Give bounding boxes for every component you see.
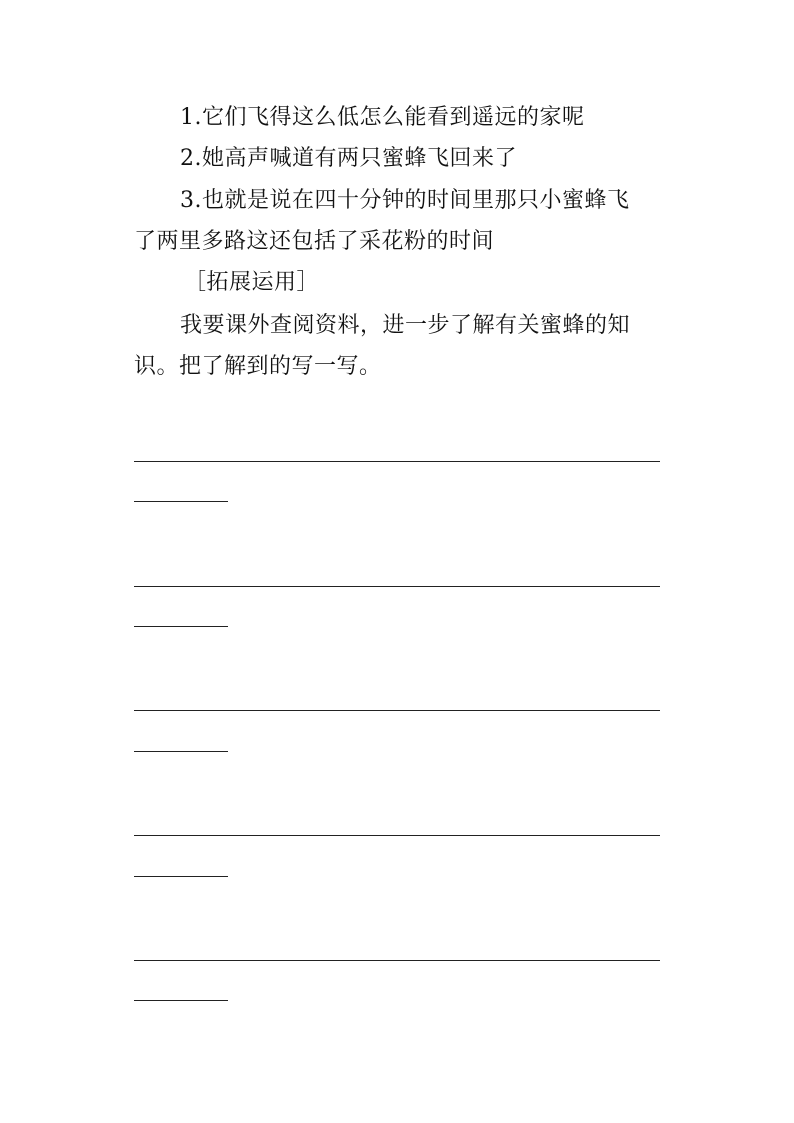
question-2: 2.她高声喊道有两只蜜蜂飞回来了 xyxy=(180,146,517,171)
question-1: 1.它们飞得这么低怎么能看到遥远的家呢 xyxy=(180,105,585,130)
question-3-line-2: 了两里多路这还包括了采花粉的时间 xyxy=(134,229,495,254)
answer-line-2-short[interactable] xyxy=(134,626,228,627)
answer-line-5-long[interactable] xyxy=(134,960,660,961)
answer-line-1-long[interactable] xyxy=(134,461,660,462)
answer-line-1-short[interactable] xyxy=(134,501,228,502)
answer-line-3-short[interactable] xyxy=(134,751,228,752)
answer-line-3-long[interactable] xyxy=(134,710,660,711)
question-3-line-1: 3.也就是说在四十分钟的时间里那只小蜜蜂飞 xyxy=(180,188,630,213)
answer-line-2-long[interactable] xyxy=(134,586,660,587)
answer-line-4-short[interactable] xyxy=(134,876,228,877)
answer-line-5-short[interactable] xyxy=(134,1000,228,1001)
prompt-line-1: 我要课外查阅资料，进一步了解有关蜜蜂的知 xyxy=(180,313,631,338)
prompt-line-2: 识。把了解到的写一写。 xyxy=(134,354,382,379)
answer-line-4-long[interactable] xyxy=(134,835,660,836)
section-heading: ［拓展运用］ xyxy=(184,270,320,295)
